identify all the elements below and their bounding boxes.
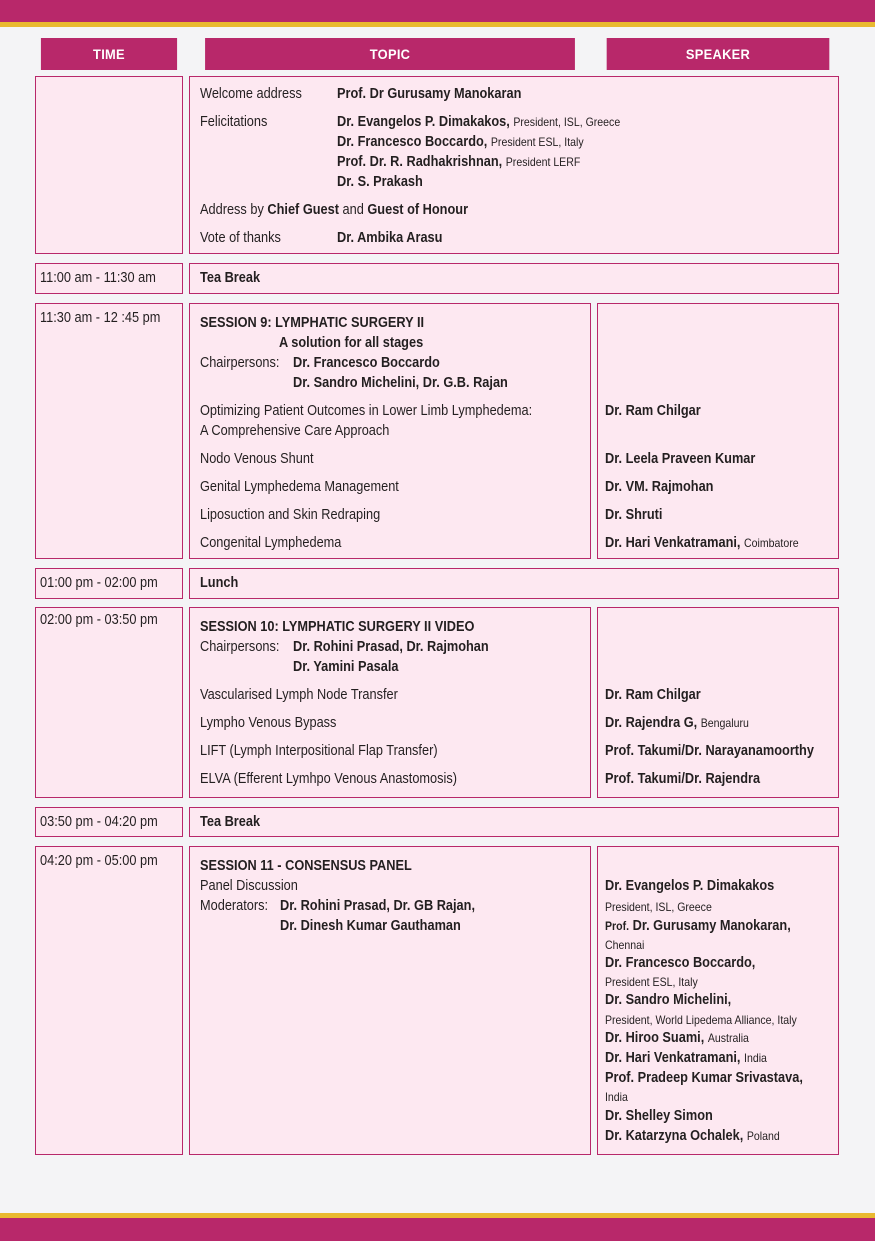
felicitation-2: Dr. Francesco Boccardo, President ESL, Italy	[337, 134, 584, 150]
tea1-label: Tea Break	[200, 270, 261, 286]
tea2-label: Tea Break	[200, 814, 261, 830]
vote-label: Vote of thanks	[200, 230, 281, 246]
session9-title: SESSION 9: LYMPHATIC SURGERY II	[200, 315, 425, 331]
top-gold-stripe	[0, 22, 875, 27]
session9-speaker5: Dr. Hari Venkatramani, Coimbatore	[605, 535, 799, 551]
session11-mod1: Dr. Rohini Prasad, Dr. GB Rajan,	[280, 898, 476, 914]
session10-chair2: Dr. Yamini Pasala	[293, 659, 399, 675]
session9-topic3: Genital Lymphedema Management	[200, 479, 399, 495]
panelist-5: Dr. Hiroo Suami, Australia	[605, 1030, 749, 1046]
session10-topic2: Lympho Venous Bypass	[200, 715, 337, 731]
session10-chair1: Dr. Rohini Prasad, Dr. Rajmohan	[293, 639, 489, 655]
vote-name: Dr. Ambika Arasu	[337, 230, 443, 246]
panelist-1: Dr. Evangelos P. Dimakakos	[605, 878, 775, 894]
panelist-3: Dr. Francesco Boccardo,	[605, 955, 756, 971]
session10-chair-label: Chairpersons:	[200, 639, 280, 655]
session9-subtitle: A solution for all stages	[279, 335, 424, 351]
welcome-label: Welcome address	[200, 86, 302, 102]
session10-speaker4: Prof. Takumi/Dr. Rajendra	[605, 771, 761, 787]
header-topic: TOPIC	[205, 38, 575, 70]
session10-topic4: ELVA (Efferent Lymhpo Venous Anastomosis)	[200, 771, 458, 787]
panelist-2-role: Chennai	[605, 938, 645, 952]
panelist-7-role: India	[605, 1090, 628, 1104]
panelist-9: Dr. Katarzyna Ochalek, Poland	[605, 1128, 780, 1144]
topic-cell-tea2	[189, 807, 839, 837]
session9-chair-label: Chairpersons:	[200, 355, 280, 371]
time-cell-session11	[35, 846, 183, 1155]
session9-time: 11:30 am - 12 :45 pm	[40, 310, 161, 326]
lunch-time: 01:00 pm - 02:00 pm	[40, 575, 158, 591]
session9-speaker2: Dr. Leela Praveen Kumar	[605, 451, 756, 467]
panelist-3-role: President ESL, Italy	[605, 975, 698, 989]
session9-topic4: Liposuction and Skin Redraping	[200, 507, 381, 523]
session9-speaker1: Dr. Ram Chilgar	[605, 403, 701, 419]
welcome-name: Prof. Dr Gurusamy Manokaran	[337, 86, 522, 102]
session10-speaker3: Prof. Takumi/Dr. Narayanamoorthy	[605, 743, 814, 759]
felicitation-1: Dr. Evangelos P. Dimakakos, President, ISL, Greece	[337, 114, 621, 130]
session10-topic3: LIFT (Lymph Interpositional Flap Transfer)	[200, 743, 438, 759]
panelist-8: Dr. Shelley Simon	[605, 1108, 713, 1124]
topic-cell-lunch	[189, 568, 839, 599]
felicitation-3: Prof. Dr. R. Radhakrishnan, President LERF	[337, 154, 581, 170]
session11-mod2: Dr. Dinesh Kumar Gauthaman	[280, 918, 461, 934]
session9-topic2: Nodo Venous Shunt	[200, 451, 314, 467]
session11-panel: Panel Discussion	[200, 878, 298, 894]
session11-time: 04:20 pm - 05:00 pm	[40, 853, 158, 869]
time-cell-session9	[35, 303, 183, 559]
session10-topic1: Vascularised Lymph Node Transfer	[200, 687, 398, 703]
session10-title: SESSION 10: LYMPHATIC SURGERY II VIDEO	[200, 619, 475, 635]
top-banner-bar	[0, 0, 875, 22]
session10-speaker1: Dr. Ram Chilgar	[605, 687, 701, 703]
panelist-4: Dr. Sandro Michelini,	[605, 992, 732, 1008]
tea2-time: 03:50 pm - 04:20 pm	[40, 814, 158, 830]
session9-chair1: Dr. Francesco Boccardo	[293, 355, 440, 371]
session10-time: 02:00 pm - 03:50 pm	[40, 612, 158, 628]
tea1-time: 11:00 am - 11:30 am	[40, 270, 156, 286]
topic-cell-tea1	[189, 263, 839, 294]
header-time: TIME	[41, 38, 177, 70]
panelist-7: Prof. Pradeep Kumar Srivastava,	[605, 1070, 803, 1086]
session10-speaker2: Dr. Rajendra G, Bengaluru	[605, 715, 749, 731]
time-cell-inauguration	[35, 76, 183, 254]
session11-title: SESSION 11 - CONSENSUS PANEL	[200, 858, 412, 874]
session9-topic1b: A Comprehensive Care Approach	[200, 423, 390, 439]
felicitations-label: Felicitations	[200, 114, 268, 130]
panelist-2: Prof. Dr. Gurusamy Manokaran,	[605, 918, 791, 934]
session9-chair2: Dr. Sandro Michelini, Dr. G.B. Rajan	[293, 375, 508, 391]
address-line: Address by Chief Guest and Guest of Honour	[200, 202, 469, 218]
header-speaker: SPEAKER	[607, 38, 830, 70]
felicitation-4: Dr. S. Prakash	[337, 174, 423, 190]
bottom-banner-bar	[0, 1218, 875, 1241]
session9-topic1a: Optimizing Patient Outcomes in Lower Limb Lymphedema:	[200, 403, 533, 419]
session9-topic5: Congenital Lymphedema	[200, 535, 342, 551]
panelist-6: Dr. Hari Venkatramani, India	[605, 1050, 767, 1066]
lunch-label: Lunch	[200, 575, 239, 591]
panelist-1-role: President, ISL, Greece	[605, 900, 712, 914]
session11-mod-label: Moderators:	[200, 898, 269, 914]
time-cell-session10	[35, 607, 183, 798]
session9-speaker3: Dr. VM. Rajmohan	[605, 479, 714, 495]
session9-speaker4: Dr. Shruti	[605, 507, 663, 523]
panelist-4-role: President, World Lipedema Alliance, Italy	[605, 1013, 797, 1027]
